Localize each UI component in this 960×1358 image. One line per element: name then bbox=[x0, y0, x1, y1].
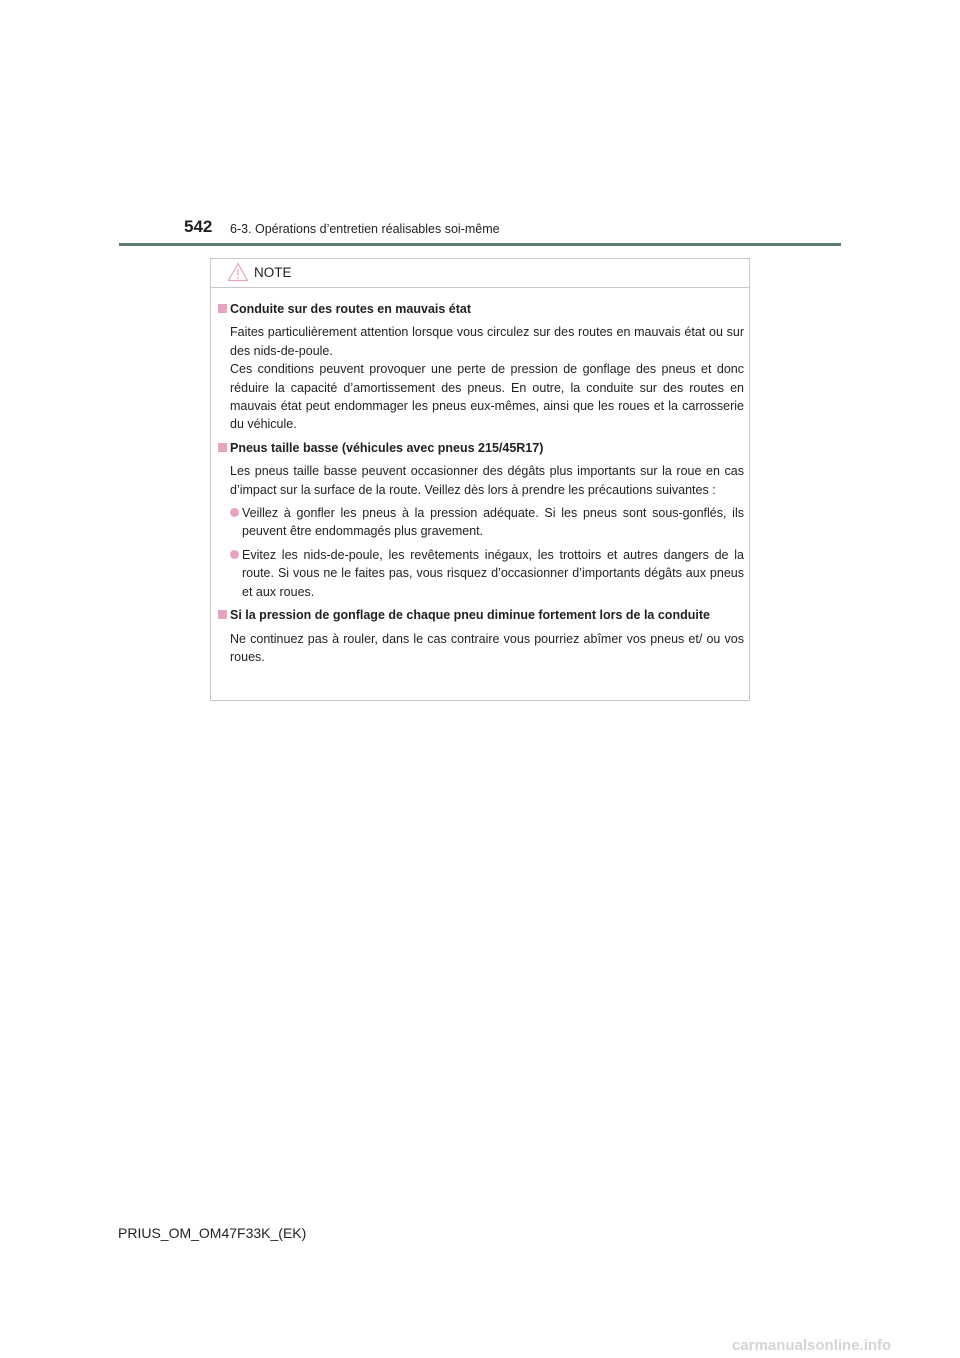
document-code: PRIUS_OM_OM47F33K_(EK) bbox=[118, 1225, 307, 1241]
note-item bbox=[218, 439, 744, 601]
section-title: 6-3. Opérations d’entretien réalisables soi-même bbox=[230, 222, 500, 236]
item-text bbox=[218, 630, 744, 667]
note-body bbox=[218, 300, 744, 671]
item-heading-text: Conduite sur des routes en mauvais état bbox=[230, 302, 472, 316]
paragraph: Ces conditions peuvent provoquer une perte de pression de gonflage des pneus et donc réduire la capacité d’amortissement des pneus. En outre, la conduite sur des routes en mauvais état peut endommager les pneus eux-mêmes, ainsi que les roues et la carrosserie du véhicule. bbox=[230, 362, 744, 432]
square-bullet-icon bbox=[218, 610, 227, 619]
note-item bbox=[218, 606, 744, 666]
item-heading-text: Pneus taille basse (véhicules avec pneus 215/45R17) bbox=[230, 440, 544, 455]
page-number: 542 bbox=[184, 217, 213, 236]
note-label: NOTE bbox=[254, 265, 292, 280]
round-bullet-icon bbox=[230, 508, 239, 517]
sub-item-text: Evitez les nids-de-poule, les revêtements inégaux, les trottoirs et autres dangers de la route. Si vous ne le faites pas, vous risquez d’occasionner d’importants dégâts aux pneus et aux roues. bbox=[242, 547, 744, 599]
header-rule bbox=[119, 243, 841, 246]
round-bullet-icon bbox=[230, 550, 239, 559]
item-heading-text: Si la pression de gonflage de chaque pneu diminue fortement lors de la conduite bbox=[230, 608, 710, 623]
sub-item bbox=[218, 546, 744, 601]
item-heading bbox=[218, 439, 744, 457]
warning-triangle-icon bbox=[227, 262, 249, 282]
note-box bbox=[210, 258, 750, 701]
note-header bbox=[211, 259, 749, 288]
paragraph: Les pneus taille basse peuvent occasionner des dégâts plus importants sur la roue en cas d’impact sur la surface de la route. Veillez dès lors à prendre les précautions suivantes : bbox=[230, 464, 744, 497]
sub-item bbox=[218, 504, 744, 541]
square-bullet-icon bbox=[218, 443, 227, 452]
paragraph: Faites particulièrement attention lorsque vous circulez sur des routes en mauvais état ou sur des nids-de-poule. bbox=[230, 325, 744, 358]
item-heading bbox=[218, 606, 744, 624]
item-heading bbox=[218, 300, 744, 318]
watermark: carmanualsonline.info bbox=[732, 1337, 892, 1354]
square-bullet-icon bbox=[218, 304, 227, 313]
paragraph: Ne continuez pas à rouler, dans le cas contraire vous pourriez abîmer vos pneus et/ ou vos roues. bbox=[230, 631, 744, 664]
item-text bbox=[218, 462, 744, 499]
item-text bbox=[218, 323, 744, 433]
note-item bbox=[218, 300, 744, 434]
sub-item-text: Veillez à gonfler les pneus à la pression adéquate. Si les pneus sont sous-gonflés, ils peuvent être endommagés plus gravement. bbox=[242, 506, 744, 539]
